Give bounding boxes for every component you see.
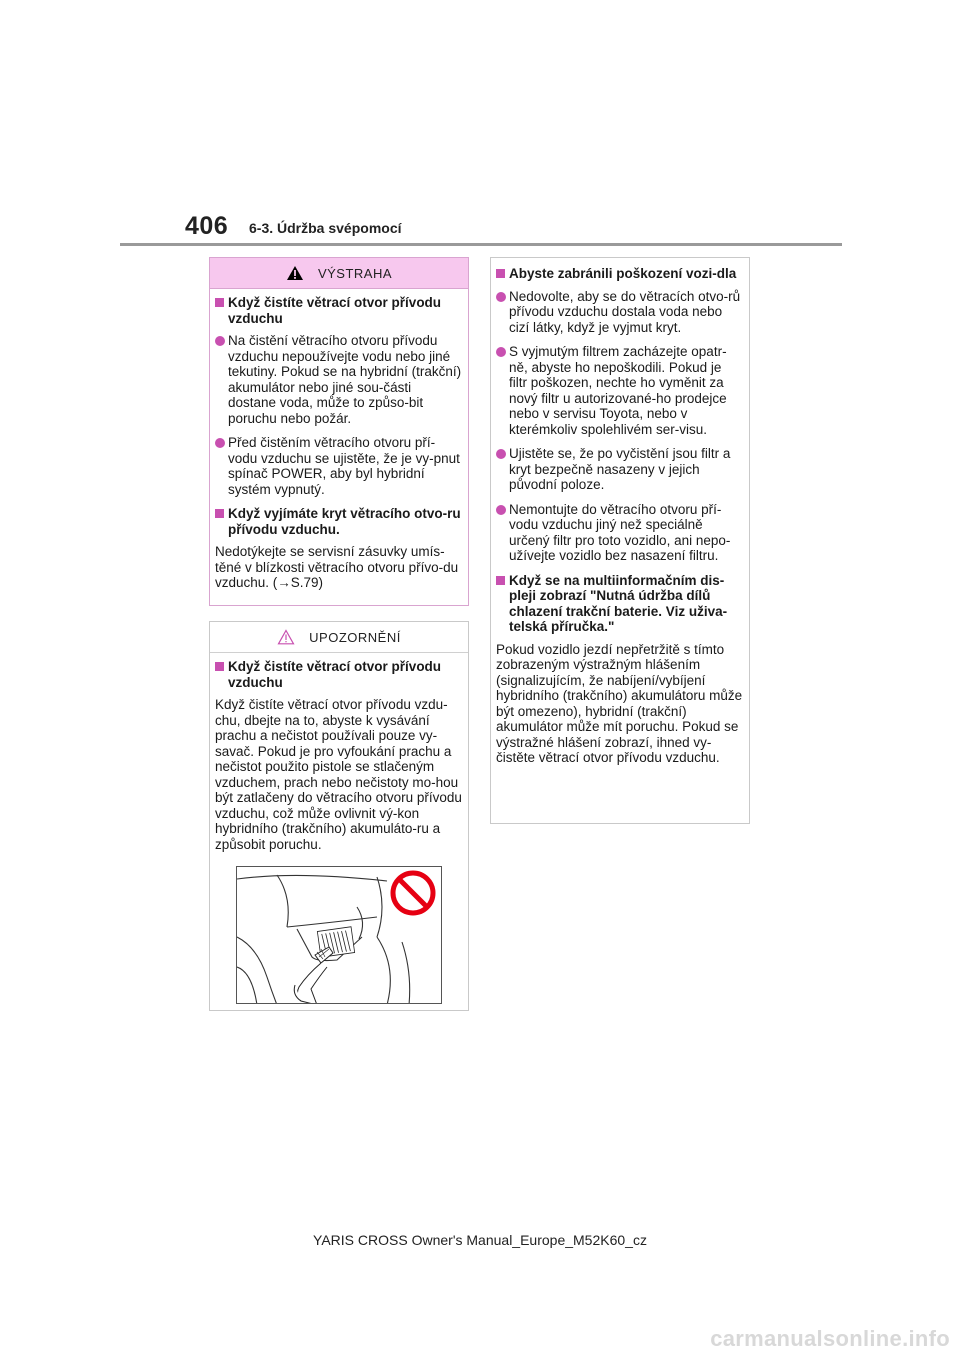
round-bullet-icon [496, 292, 506, 302]
warning-heading-1: Když čistíte větrací otvor přívodu vzduchu [215, 295, 462, 326]
header-rule [120, 243, 842, 246]
round-bullet-icon [215, 336, 225, 346]
air-intake-illustration [236, 866, 442, 1004]
warning-bullet-1: Na čistění větracího otvoru přívodu vzduchu nepoužívejte vodu nebo jiné tekutiny. Pokud se na hybridní (trakční) akumulátor nebo jiné sou-části dostane voda, může to způso-bit poruchu nebo požár. [215, 333, 462, 426]
round-bullet-icon [215, 438, 225, 448]
section-title: 6-3. Údržba svépomocí [249, 220, 402, 236]
right-bullet-1: Nedovolte, aby se do větracích otvo-rů přívodu vzduchu dostala voda nebo cizí látky, když je vyjmut kryt. [496, 289, 743, 336]
caution-header [210, 622, 468, 653]
caution-heading-1: Když čistíte větrací otvor přívodu vzduchu [215, 659, 462, 690]
caution-content [210, 653, 468, 852]
round-bullet-icon [496, 347, 506, 357]
prohibition-icon [393, 873, 433, 913]
caution-triangle-icon [277, 629, 295, 645]
warning-content [210, 289, 468, 591]
right-paragraph: Pokud vozidlo jezdí nepřetržitě s tímto zobrazeným výstražným hlášením (signalizujícím, že nabíjení/vybíjení hybridního (trakčního) akumulátoru může být omezeno), hybridní (trakční) akumulátor může mít poruchu. Pokud se výstražné hlášení zobrazí, ihned vy-čistěte větrací otvor přívodu vzduchu. [496, 641, 743, 765]
caution-title: UPOZORNĚNÍ [309, 629, 401, 645]
right-heading-1: Abyste zabránili poškození vozi-dla [496, 266, 743, 282]
right-bullet-4: Nemontujte do větracího otvoru pří-vodu vzduchu jiný než speciálně určený filtr pro toto vozidlo, ani nepo-užívejte vozidlo bez nasazení filtru. [496, 502, 743, 564]
caution-paragraph: Když čistíte větrací otvor přívodu vzdu-chu, dbejte na to, abyste k vysávání prachu a nečistot používali pouze vy-savač. Pokud je pro vyfoukání prachu a nečistot použito pistole se stlačeným vzduchem, prach nebo nečistoty mo-hou být zatlačeny do větracího otvoru přívodu vzduchu, což může ovlivnit vý-kon hybridního (trakčního) akumuláto-ru a způsobit poruchu. [215, 697, 462, 852]
square-bullet-icon [215, 662, 224, 671]
square-bullet-icon [496, 269, 505, 278]
page-number: 406 [185, 212, 229, 240]
footer-text: YARIS CROSS Owner's Manual_Europe_M52K60_cz [313, 1232, 647, 1248]
warning-paragraph: Nedotýkejte se servisní zásuvky umís-těné v blízkosti větracího otvoru přívo-du vzduchu. (→S.79) [215, 544, 459, 590]
right-heading-2: Když se na multiinformačním dis-pleji zobrazí "Nutná údržba dílů chlazení trakční baterie. Viz uživa-telská příručka." [496, 573, 743, 635]
watermark: carmanualsonline.info [710, 1326, 950, 1351]
air-intake-drawing [237, 867, 442, 1004]
warning-header [210, 258, 468, 289]
square-bullet-icon [496, 576, 505, 585]
right-box [490, 257, 750, 824]
square-bullet-icon [215, 509, 224, 518]
warning-bullet-2: Před čistěním větracího otvoru pří-vodu vzduchu se ujistěte, že je vy-pnut spínač POWER, aby byl hybridní systém vypnutý. [215, 435, 462, 497]
warning-triangle-icon [286, 265, 304, 281]
square-bullet-icon [215, 298, 224, 307]
round-bullet-icon [496, 449, 506, 459]
warning-heading-2: Když vyjímáte kryt větracího otvo-ru přívodu vzduchu. [215, 506, 462, 537]
right-content [491, 258, 749, 766]
warning-title: VÝSTRAHA [317, 265, 393, 281]
right-bullet-2: S vyjmutým filtrem zacházejte opatr-ně, abyste ho nepoškodili. Pokud je filtr poškozen, nechte ho vyměnit za nový filtr u autorizované-ho prodejce nebo v servisu Toyota, nebo v kterémkoliv spolehlivém ser-visu. [496, 344, 743, 437]
warning-box [209, 257, 469, 606]
right-bullet-3: Ujistěte se, že po vyčistění jsou filtr a kryt bezpečně nasazeny v jejich původní poloze. [496, 446, 743, 493]
round-bullet-icon [496, 505, 506, 515]
